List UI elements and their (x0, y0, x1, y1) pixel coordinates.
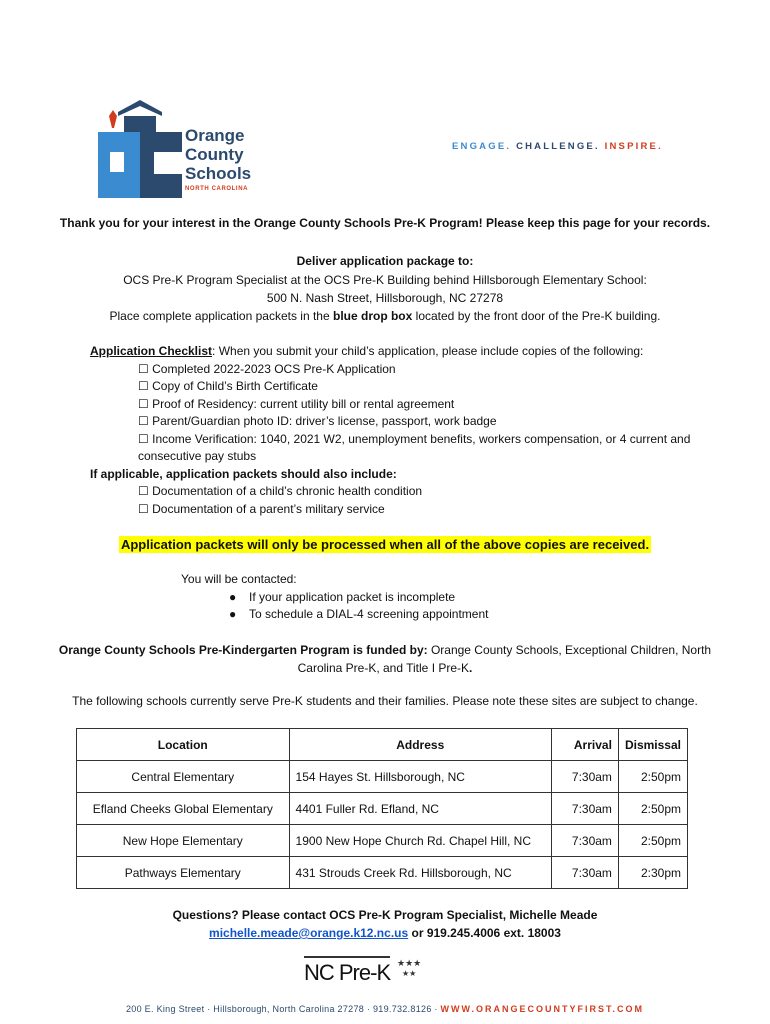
contact-line (0, 924, 770, 942)
table-cell-location: New Hope Elementary (77, 825, 290, 857)
deliver-heading: Deliver application package to: (296, 254, 474, 268)
table-row (77, 857, 688, 889)
table-row (77, 825, 688, 857)
deliver-line-3 (0, 307, 770, 325)
checklist-item (90, 361, 740, 379)
deliver-line-3-post: located by the front door of the Pre-K building. (412, 309, 661, 323)
checklist-item-label: Documentation of a parent’s military service (152, 501, 385, 516)
table-cell-address: 431 Strouds Creek Rd. Hillsborough, NC (289, 857, 551, 889)
table-cell-arrival: 7:30am (551, 761, 618, 793)
checklist-item (90, 413, 740, 431)
email-link[interactable]: michelle.meade@orange.k12.nc.us (209, 926, 409, 940)
checklist-item-label: Parent/Guardian photo ID: driver’s license, passport, work badge (152, 414, 497, 428)
footer-website: WWW.ORANGECOUNTYFIRST.COM (440, 1004, 645, 1014)
checklist-intro (90, 343, 740, 361)
checkbox-icon: ☐ (138, 501, 149, 516)
logo-line-3: Schools (185, 164, 252, 183)
checklist-item (90, 431, 740, 449)
intro-text: Thank you for your interest in the Orange County Schools Pre-K Program! Please keep this page for your records. (59, 216, 711, 230)
deliver-line-2: 500 N. Nash Street, Hillsborough, NC 27278 (266, 291, 504, 305)
funding-line-2 (0, 659, 770, 677)
logo-line-1: Orange (185, 126, 245, 145)
checklist-item-label: Proof of Residency: current utility bill or rental agreement (152, 396, 455, 411)
contacted-section (181, 571, 488, 624)
table-cell-arrival: 7:30am (551, 825, 618, 857)
applicable-heading: If applicable, application packets should also include: (90, 466, 397, 481)
svg-text:★★★: ★★★ (397, 958, 422, 968)
checklist-item-label: Completed 2022-2023 OCS Pre-K Application (152, 361, 396, 376)
table-cell-dismissal: 2:50pm (618, 825, 687, 857)
table-cell-address: 1900 New Hope Church Rd. Chapel Hill, NC (289, 825, 551, 857)
checklist-item-label: Income Verification: 1040, 2021 W2, unemployment benefits, workers compensation, or 4 current and (152, 431, 691, 446)
table-cell-dismissal: 2:50pm (618, 793, 687, 825)
footer-address: 200 E. King Street · Hillsborough, North Carolina 27278 · 919.732.8126 · (125, 1004, 441, 1014)
school-building-icon (96, 98, 186, 198)
checklist-item (90, 483, 740, 501)
tagline-challenge: CHALLENGE. (516, 141, 600, 152)
schools-table (76, 728, 688, 889)
funding-text-end: . (469, 661, 473, 675)
funding-heading: Orange County Schools Pre-Kindergarten Program is funded by: (58, 643, 428, 657)
logo-subtitle: NORTH CAROLINA (185, 186, 249, 192)
table-header-arrival: Arrival (551, 729, 618, 761)
checkbox-icon: ☐ (138, 379, 149, 393)
tagline-engage: ENGAGE. (452, 141, 512, 152)
table-header-address: Address (289, 729, 551, 761)
table-cell-address: 4401 Fuller Rd. Efland, NC (289, 793, 551, 825)
checklist-intro-text: : When you submit your child’s application, please include copies of the following: (212, 344, 644, 358)
bullet-icon: ● (229, 589, 237, 604)
tagline-inspire: INSPIRE. (604, 141, 663, 152)
footer (0, 1004, 770, 1014)
checkbox-icon: ☐ (138, 484, 149, 498)
table-header-location: Location (77, 729, 290, 761)
table-cell-location: Central Elementary (77, 761, 290, 793)
schools-note: The following schools currently serve Pre-K students and their families. Please note these sites are subject to change. (72, 694, 698, 708)
questions-line: Questions? Please contact OCS Pre-K Program Specialist, Michelle Meade (172, 908, 598, 922)
checkbox-icon: ☐ (138, 396, 149, 411)
checklist-item (90, 378, 740, 396)
nc-prek-text: NC Pre-K (304, 960, 391, 985)
table-cell-arrival: 7:30am (551, 793, 618, 825)
contact-phone: or 919.245.4006 ext. 18003 (408, 926, 561, 940)
table-row (77, 761, 688, 793)
checkbox-icon: ☐ (138, 431, 149, 446)
table-header-row (77, 729, 688, 761)
contacted-heading: You will be contacted: (181, 572, 297, 586)
nc-prek-logo (302, 952, 432, 992)
checklist-item (90, 396, 740, 414)
logo-line-2: County (185, 145, 244, 164)
bullet-icon: ● (229, 607, 237, 621)
table-cell-location: Pathways Elementary (77, 857, 290, 889)
list-item-label: To schedule a DIAL-4 screening appointment (249, 607, 489, 621)
checklist-item (90, 501, 740, 519)
highlight-text: Application packets will only be processed when all of the above copies are received. (120, 537, 650, 552)
list-item-label: If your application packet is incomplete (249, 589, 456, 604)
highlight-notice (0, 536, 770, 554)
application-checklist (90, 343, 740, 518)
funding-line-1 (0, 641, 770, 659)
table-cell-dismissal: 2:50pm (618, 761, 687, 793)
deliver-line-1: OCS Pre-K Program Specialist at the OCS Pre-K Building behind Hillsborough Elementary School: (123, 273, 647, 287)
table-header-dismissal: Dismissal (618, 729, 687, 761)
tagline (452, 141, 663, 152)
list-item (229, 606, 488, 624)
logo-wordmark (185, 126, 251, 183)
checklist-label: Application Checklist (90, 344, 213, 358)
checklist-item-label: Documentation of a child’s chronic health condition (152, 484, 423, 498)
checklist-item-continued: consecutive pay stubs (138, 449, 257, 463)
svg-text:★★: ★★ (402, 969, 417, 978)
deliver-line-3-pre: Place complete application packets in the (109, 309, 333, 323)
checkbox-icon: ☐ (138, 414, 149, 428)
table-row (77, 793, 688, 825)
table-cell-dismissal: 2:30pm (618, 857, 687, 889)
checkbox-icon: ☐ (138, 361, 149, 376)
list-item (229, 589, 488, 607)
table-cell-address: 154 Hayes St. Hillsborough, NC (289, 761, 551, 793)
funding-text-2: Carolina Pre-K, and Title I Pre-K (297, 661, 470, 675)
funding-text-1: Orange County Schools, Exceptional Children, North (427, 643, 712, 657)
table-cell-arrival: 7:30am (551, 857, 618, 889)
table-cell-location: Efland Cheeks Global Elementary (77, 793, 290, 825)
deliver-dropbox: blue drop box (332, 309, 413, 323)
checklist-item-label: Copy of Child’s Birth Certificate (152, 379, 318, 393)
contacted-list (181, 589, 488, 624)
